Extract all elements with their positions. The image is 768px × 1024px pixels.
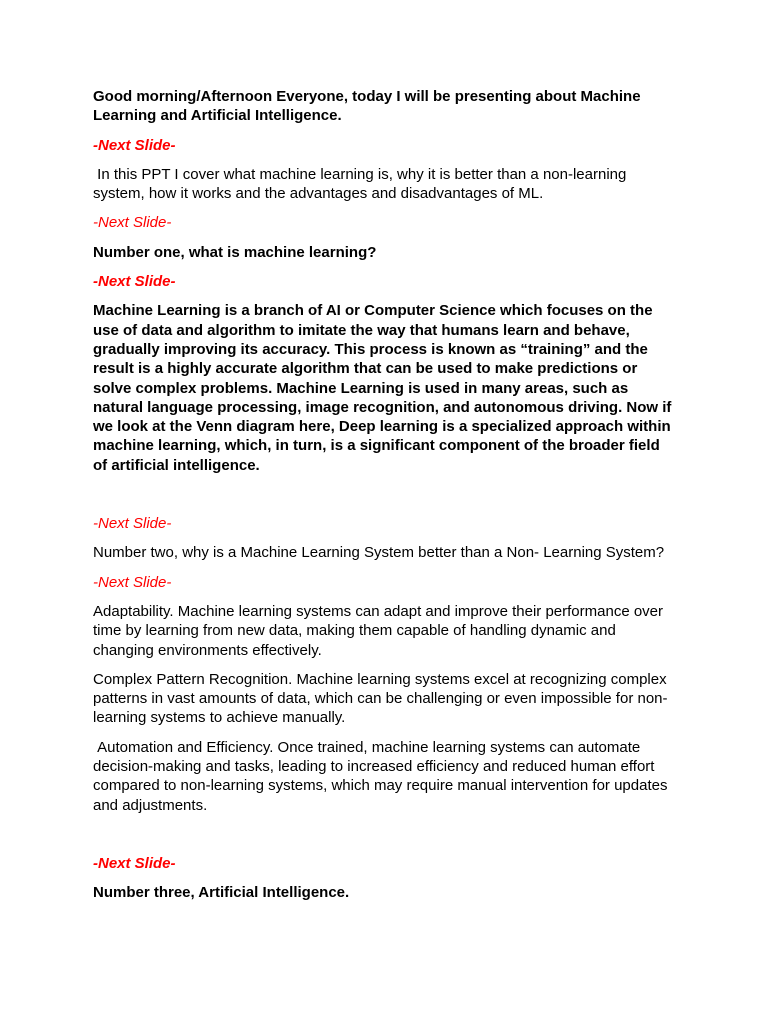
automation-paragraph: Automation and Efficiency. Once trained, machine learning systems can automate decision-making and tasks, leading to increased efficiency and reduced human effort compared to non-learning systems, which may require manual intervention for updates and adjustments.: [93, 738, 672, 814]
pattern-recognition-paragraph: Complex Pattern Recognition. Machine learning systems excel at recognizing complex patterns in vast amounts of data, which can be challenging or even impossible for non-learning systems to achieve manually.: [93, 670, 668, 727]
next-slide-marker: -Next Slide-: [93, 214, 172, 232]
question-two-heading: Number two, why is a Machine Learning System better than a Non- Learning System?: [93, 544, 665, 562]
question-one-answer: Machine Learning is a branch of AI or Computer Science which focuses on the use of data and algorithm to imitate the way that humans learn and behave, gradually improving its accuracy. This process is known as “training” and the result is a highly accurate algorithm that can be used to make predictions or solve complex problems. Machine Learning is used in many areas, such as natural language processing, image recognition, and autonomous driving. Now if we look at the Venn diagram here, Deep learning is a specialized approach within machine learning, which, in turn, is a significant component of the broader field of artificial intelligence.: [93, 302, 672, 474]
overview-paragraph: In this PPT I cover what machine learning is, why it is better than a non-learning system, how it works and the advantages and disadvantages of ML.: [93, 165, 631, 203]
next-slide-marker: -Next Slide-: [93, 136, 176, 154]
question-three-heading: Number three, Artificial Intelligence.: [93, 884, 350, 902]
blank-line: [93, 825, 675, 854]
next-slide-marker: -Next Slide-: [93, 854, 176, 872]
next-slide-marker: -Next Slide-: [93, 273, 176, 291]
question-one-heading: Number one, what is machine learning?: [93, 243, 377, 261]
blank-line: [93, 485, 675, 514]
next-slide-marker: -Next Slide-: [93, 573, 172, 591]
adaptability-paragraph: Adaptability. Machine learning systems can adapt and improve their performance over time by learning from new data, making them capable of handling dynamic and changing environments effectively.: [93, 602, 664, 659]
next-slide-marker: -Next Slide-: [93, 515, 172, 533]
intro-paragraph: Good morning/Afternoon Everyone, today I will be presenting about Machine Learning and Artificial Intelligence.: [93, 88, 641, 125]
